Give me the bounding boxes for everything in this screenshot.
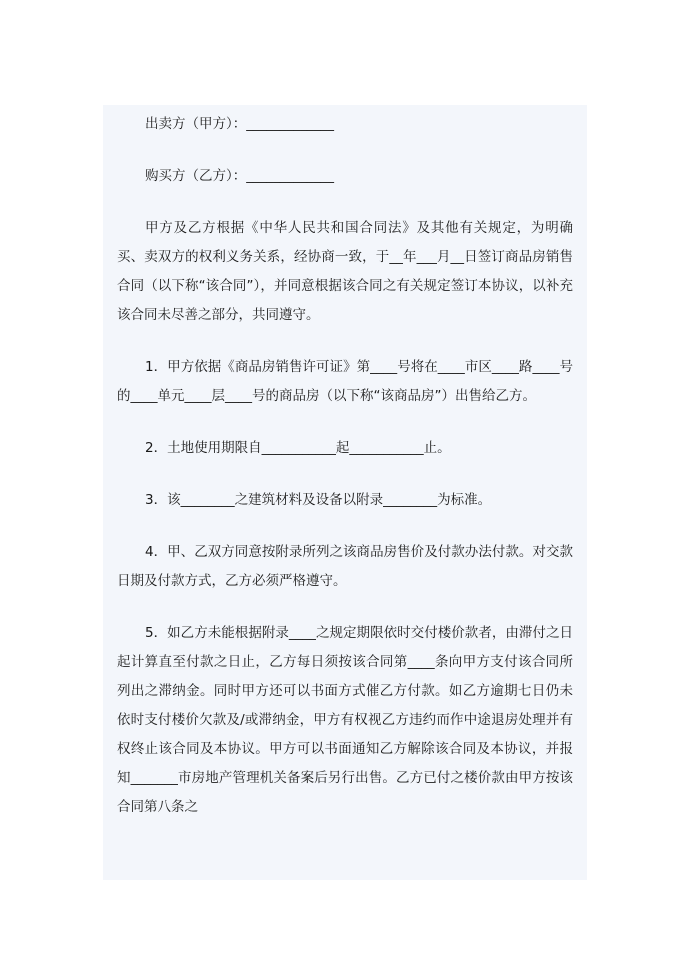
clause-5: 5．如乙方未能根据附录____之规定期限依时交付楼价款者，由滞付之日起计算直至付款之日止，乙方每日须按该合同第____条向甲方支付该合同所列出之滞纳金。同时甲方还可以书面方式催乙方付款。如乙方逾期七日仍未依时支付楼价欠款及/或滞纳金，甲方有权视乙方违约而作中途退房处理并有权终止该合同及本协议。甲方可以书面通知乙方解除该合同及本协议，并报知_______市房地产管理机关备案后另行出售。乙方已付之楼价款由甲方按该合同第八条之 (117, 625, 573, 815)
contract-document (103, 110, 587, 845)
clause-3: 3．该________之建筑材料及设备以附录________为标准。 (145, 492, 492, 508)
clause-2: 2．土地使用期限自___________起___________止。 (145, 440, 451, 456)
clause-1: 1．甲方依据《商品房销售许可证》第____号将在____市区____路____号的____单元____层____号的商品房（以下称“该商品房”）出售给乙方。 (117, 359, 573, 404)
clause-4: 4．甲、乙双方同意按附录所列之该商品房售价及付款办法付款。对交款日期及付款方式，乙方必须严格遵守。 (117, 544, 573, 589)
intro-paragraph: 甲方及乙方根据《中华人民共和国合同法》及其他有关规定，为明确买、卖双方的权利义务关系，经协商一致，于__年___月__日签订商品房销售合同（以下称“该合同”），并同意根据该合同之有关规定签订本协议，以补充该合同未尽善之部分，共同遵守。 (117, 220, 573, 323)
seller-line: 出卖方（甲方）：_____________ (145, 116, 334, 132)
buyer-line: 购买方（乙方）：_____________ (145, 168, 334, 184)
